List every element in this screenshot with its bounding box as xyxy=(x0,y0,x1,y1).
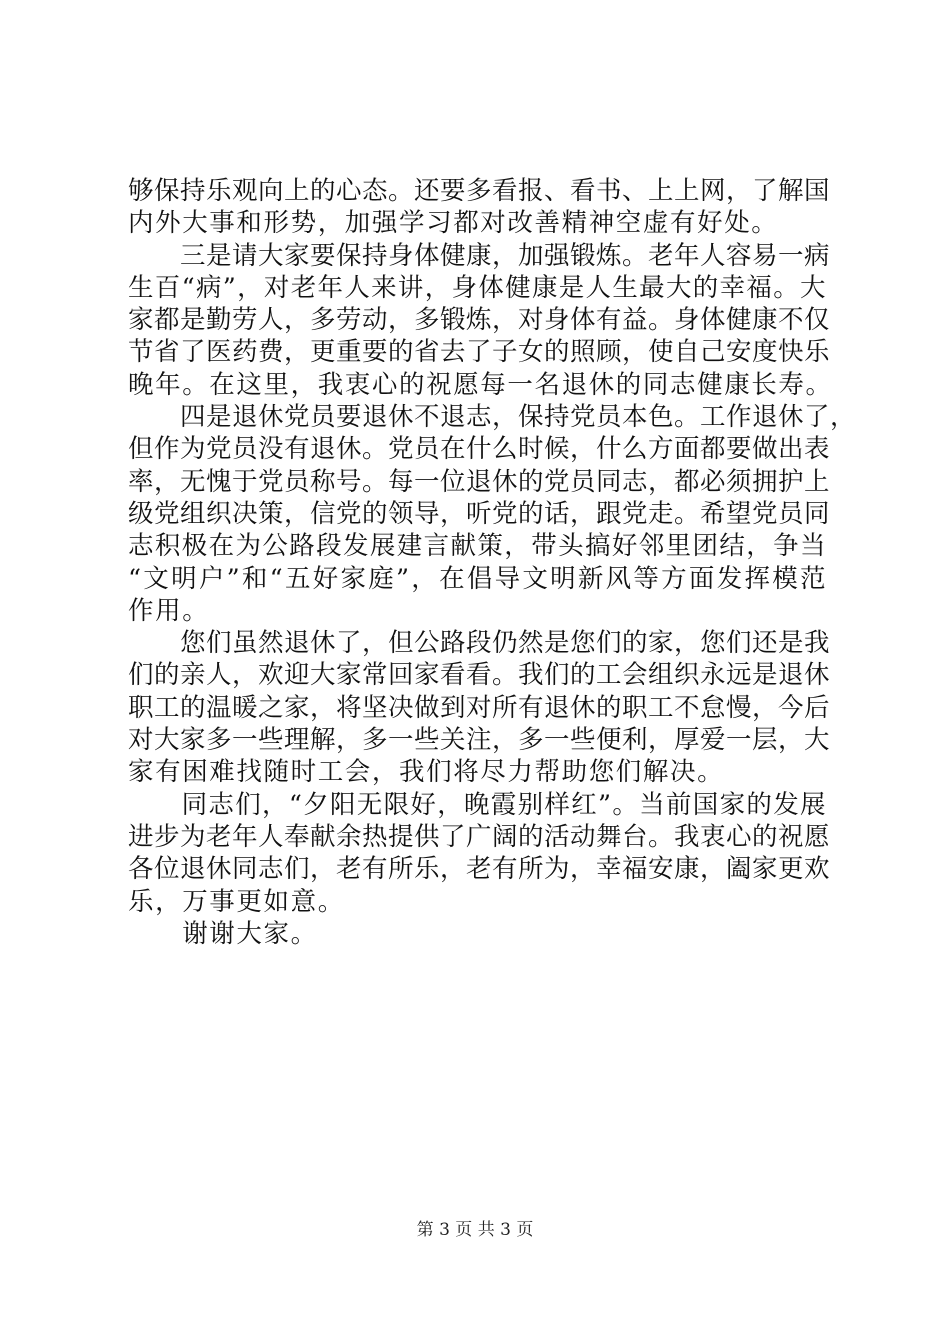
text-line: 级党组织决策，信党的领导，听党的话，跟党走。希望党员同 xyxy=(128,498,831,529)
text-line: 内外大事和形势，加强学习都对改善精神空虚有好处。 xyxy=(128,208,779,239)
text-line: 您们虽然退休了，但公路段仍然是您们的家，您们还是我 xyxy=(128,628,831,659)
text-line: 同志们，“夕阳无限好，晚霞别样红”。当前国家的发展 xyxy=(128,789,826,820)
text-line: 谢谢大家。 xyxy=(128,918,318,949)
text-line: 晚年。在这里，我衷心的祝愿每一名退休的同志健康长寿。 xyxy=(128,369,833,400)
document-body xyxy=(128,175,857,950)
text-line: 率，无愧于党员称号。每一位退休的党员同志，都必须拥护上 xyxy=(128,466,831,497)
text-line: 对大家多一些理解，多一些关注，多一些便利，厚爱一层，大 xyxy=(128,725,831,756)
text-line: 三是请大家要保持身体健康，加强锻炼。老年人容易一病 xyxy=(128,240,831,271)
text-line: 职工的温暖之家，将坚决做到对所有退休的职工不怠慢，今后 xyxy=(128,692,831,723)
text-line: 四是退休党员要退休不退志，保持党员本色。工作退休了， xyxy=(128,402,857,433)
text-line: 家都是勤劳人，多劳动，多锻炼，对身体有益。身体健康不仅 xyxy=(128,305,831,336)
text-line: 够保持乐观向上的心态。还要多看报、看书、上上网，了解国 xyxy=(128,176,831,206)
text-line: 节省了医药费，更重要的省去了子女的照顾，使自己安度快乐 xyxy=(128,337,831,368)
text-line: 们的亲人，欢迎大家常回家看看。我们的工会组织永远是退休 xyxy=(128,660,831,691)
page-footer: 第 3 页 共 3 页 xyxy=(416,1220,534,1240)
text-line: 但作为党员没有退休。党员在什么时候，什么方面都要做出表 xyxy=(128,434,831,465)
text-line: 生百“病”，对老年人来讲，身体健康是人生最大的幸福。大 xyxy=(128,272,826,303)
text-line: 作用。 xyxy=(128,595,210,626)
text-line: 各位退休同志们，老有所乐，老有所为，幸福安康，阖家更欢 xyxy=(128,854,831,885)
text-line: 乐，万事更如意。 xyxy=(128,886,345,917)
text-line: 进步为老年人奉献余热提供了广阔的活动舞台。我衷心的祝愿 xyxy=(128,821,831,852)
text-line: 家有困难找随时工会，我们将尽力帮助您们解决。 xyxy=(128,757,725,788)
text-line: “文明户”和“五好家庭”，在倡导文明新风等方面发挥模范 xyxy=(128,563,826,594)
text-line: 志积极在为公路段发展建言献策，带头搞好邻里团结，争当 xyxy=(128,531,826,562)
